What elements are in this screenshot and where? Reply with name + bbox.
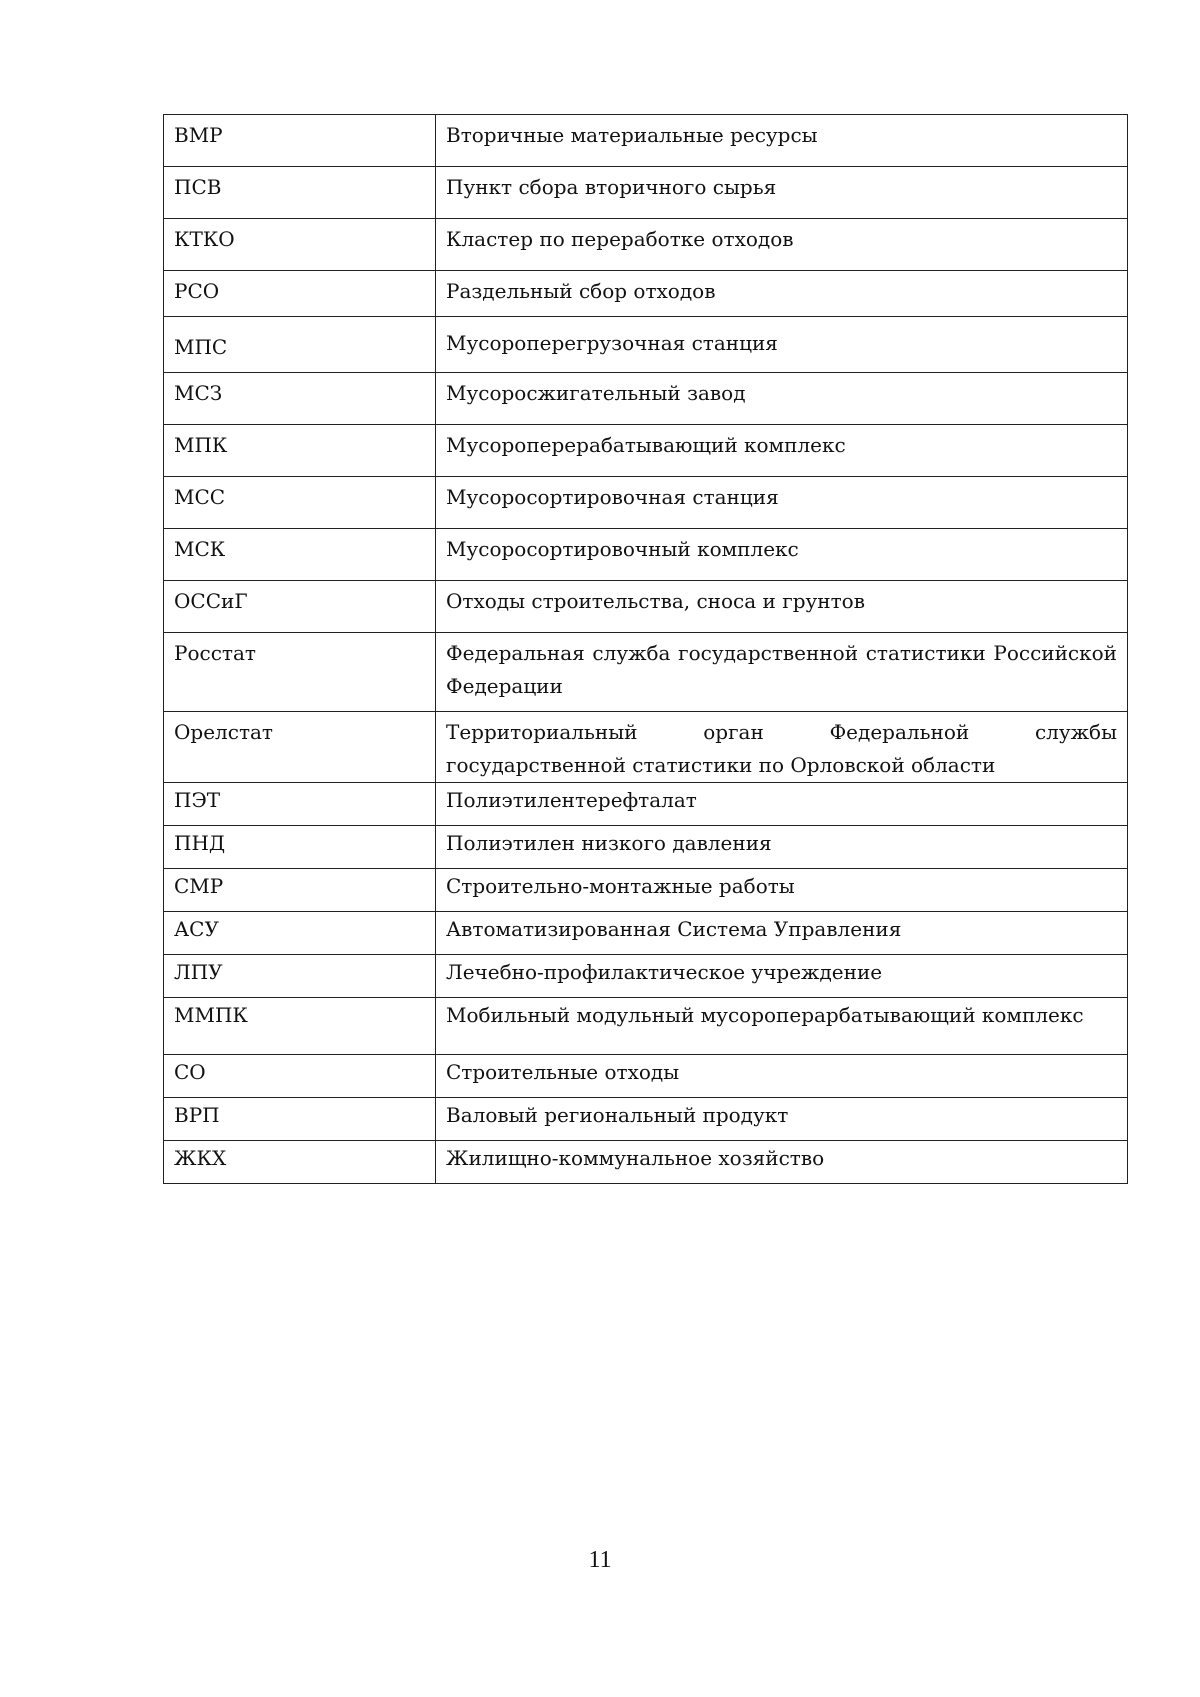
definition-cell: Полиэтилен низкого давления (436, 826, 1128, 869)
definition-cell: Отходы строительства, сноса и грунтов (436, 581, 1128, 633)
definition-cell: Кластер по переработке отходов (436, 219, 1128, 271)
table-row (164, 783, 1128, 826)
abbreviation-cell: МСК (164, 529, 436, 581)
table-row (164, 373, 1128, 425)
definition-cell: Лечебно-профилактическое учреждение (436, 955, 1128, 998)
table-row (164, 826, 1128, 869)
definition-cell: Мусороперегрузочная станция (436, 317, 1128, 373)
table-row (164, 581, 1128, 633)
definition-cell: Мусороперерабатывающий комплекс (436, 425, 1128, 477)
definition-cell: Федеральная служба государственной статистики Российской Федерации (436, 633, 1128, 712)
definition-cell: Автоматизированная Система Управления (436, 912, 1128, 955)
table-row (164, 425, 1128, 477)
definition-cell: Жилищно-коммунальное хозяйство (436, 1141, 1128, 1184)
definition-cell: Полиэтилентерефталат (436, 783, 1128, 826)
abbreviation-cell: Орелстат (164, 712, 436, 783)
table-row (164, 955, 1128, 998)
abbreviation-cell: РСО (164, 271, 436, 317)
definition-cell: Мусоросортировочный комплекс (436, 529, 1128, 581)
table-row (164, 219, 1128, 271)
abbreviation-cell: МПС (164, 317, 436, 373)
definition-cell: Раздельный сбор отходов (436, 271, 1128, 317)
table-row (164, 317, 1128, 373)
table-row (164, 869, 1128, 912)
abbreviation-cell: ЛПУ (164, 955, 436, 998)
abbreviation-cell: АСУ (164, 912, 436, 955)
table-row (164, 712, 1128, 783)
table-row (164, 1098, 1128, 1141)
table-row (164, 115, 1128, 167)
table-row (164, 1055, 1128, 1098)
definition-cell: Валовый региональный продукт (436, 1098, 1128, 1141)
table-row (164, 529, 1128, 581)
table-row (164, 167, 1128, 219)
table-row (164, 633, 1128, 712)
abbreviation-cell: МСЗ (164, 373, 436, 425)
abbreviation-cell: ПСВ (164, 167, 436, 219)
definition-cell: Пункт сбора вторичного сырья (436, 167, 1128, 219)
definition-cell: Строительно-монтажные работы (436, 869, 1128, 912)
definition-cell: Строительные отходы (436, 1055, 1128, 1098)
abbreviation-cell: ЖКХ (164, 1141, 436, 1184)
abbreviation-cell: СО (164, 1055, 436, 1098)
definition-cell: Мобильный модульный мусороперарбатывающий комплекс (436, 998, 1128, 1055)
table-row (164, 271, 1128, 317)
abbreviation-cell: ПНД (164, 826, 436, 869)
abbreviation-cell: ВРП (164, 1098, 436, 1141)
page-number: 11 (588, 1547, 612, 1573)
abbreviation-cell: КТКО (164, 219, 436, 271)
table-row (164, 477, 1128, 529)
table-row (164, 912, 1128, 955)
table-row (164, 1141, 1128, 1184)
abbreviation-cell: МСС (164, 477, 436, 529)
abbreviation-cell: ВМР (164, 115, 436, 167)
definition-cell: Вторичные материальные ресурсы (436, 115, 1128, 167)
abbreviations-table (163, 114, 1128, 1184)
abbreviation-cell: ПЭТ (164, 783, 436, 826)
table-row (164, 998, 1128, 1055)
abbreviation-cell: Росстат (164, 633, 436, 712)
abbreviation-cell: МПК (164, 425, 436, 477)
abbreviation-cell: СМР (164, 869, 436, 912)
abbreviation-cell: ОССиГ (164, 581, 436, 633)
definition-cell: Мусоросжигательный завод (436, 373, 1128, 425)
definition-cell: Территориальный орган Федеральной службы государственной статистики по Орловской области (436, 712, 1128, 783)
abbreviation-cell: ММПК (164, 998, 436, 1055)
definition-cell: Мусоросортировочная станция (436, 477, 1128, 529)
